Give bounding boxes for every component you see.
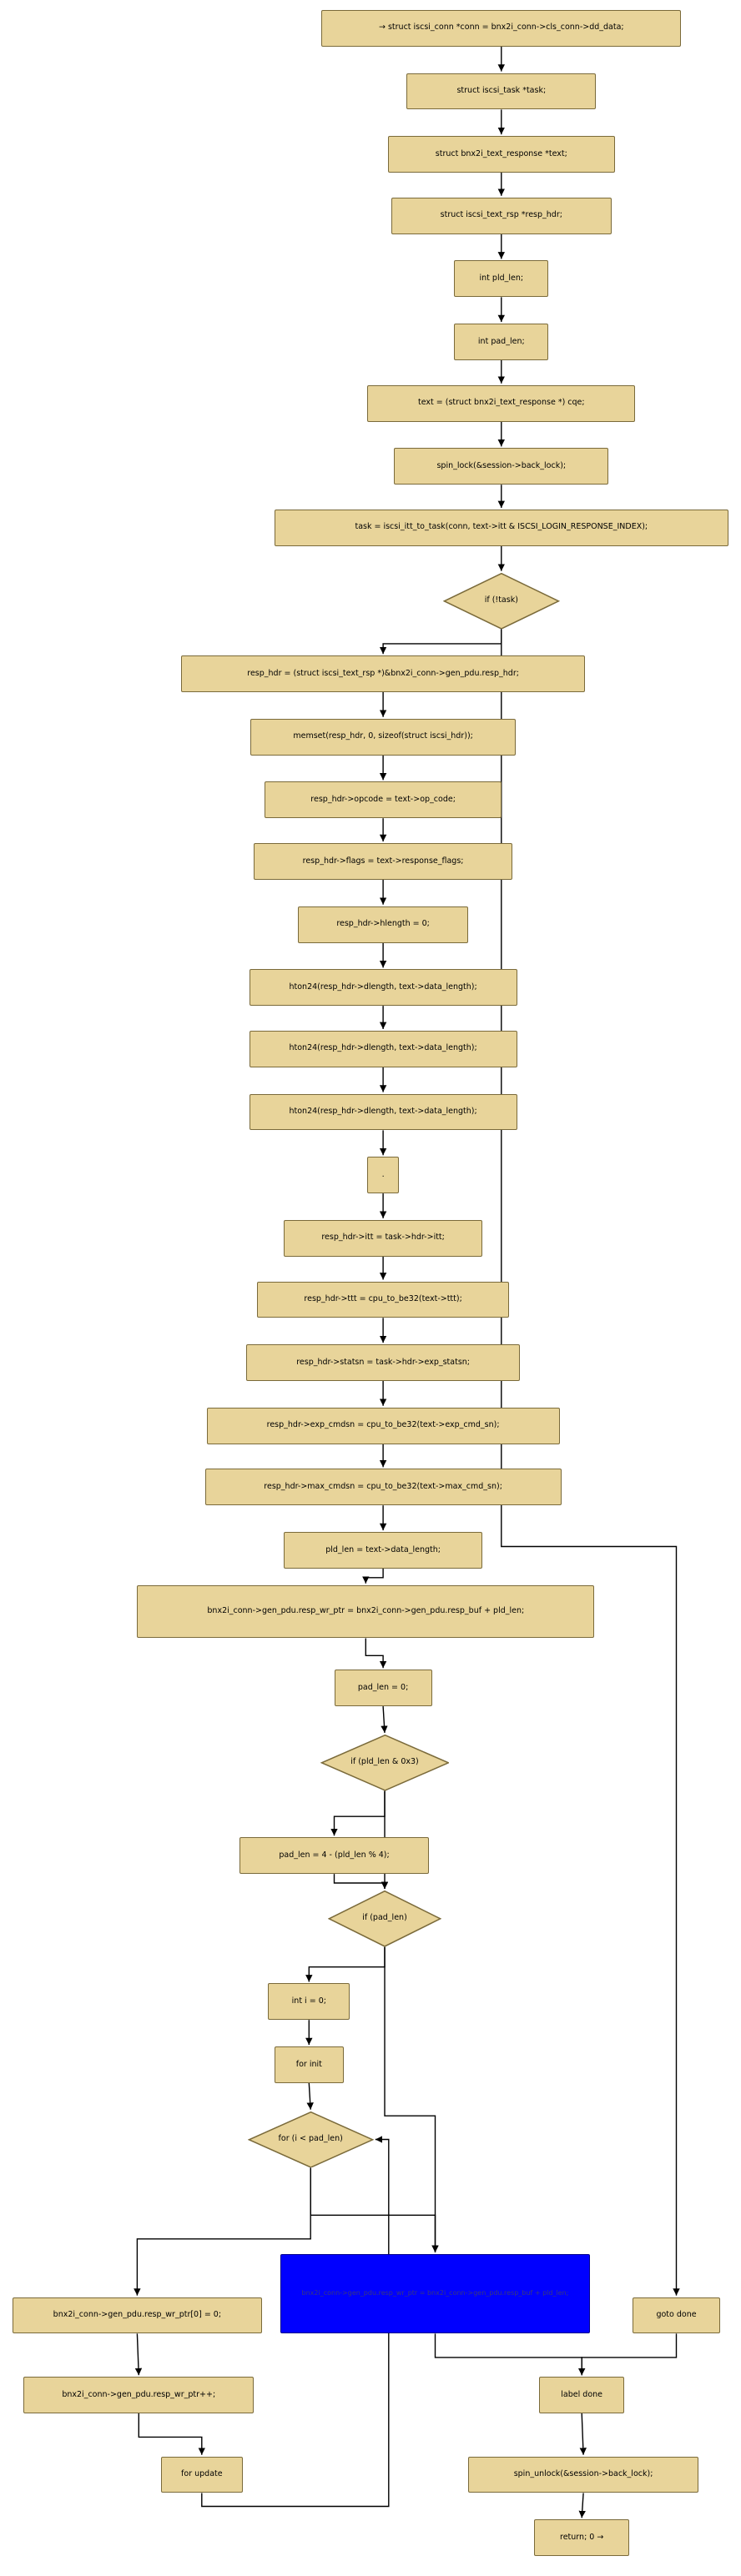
node-label: resp_hdr->hlength = 0; xyxy=(336,919,430,929)
node-label: task = iscsi_itt_to_task(conn, text->itt & ISCSI_LOGIN_RESPONSE_INDEX); xyxy=(355,522,648,532)
statement-node[interactable] xyxy=(257,1282,509,1318)
node-label: for update xyxy=(181,2469,223,2479)
node-label: int pld_len; xyxy=(479,273,524,283)
statement-node[interactable] xyxy=(394,448,608,485)
node-label: if (pad_len) xyxy=(362,1913,407,1923)
node-label: bnx2i_conn->gen_pdu.resp_wr_ptr[0] = 0; xyxy=(53,2310,222,2320)
node-label: bnx2i_conn->gen_pdu.resp_wr_ptr = bnx2i_conn->gen_pdu.resp_buf + pld_len; xyxy=(207,1606,525,1616)
statement-node[interactable] xyxy=(254,843,512,880)
node-label: if (pld_len & 0x3) xyxy=(350,1757,419,1767)
node-label: return; 0 → xyxy=(560,2532,604,2542)
statement-node[interactable] xyxy=(388,136,615,173)
statement-node[interactable] xyxy=(539,2377,624,2413)
statement-node[interactable] xyxy=(239,1837,429,1874)
node-label: hton24(resp_hdr->dlength, text->data_length); xyxy=(289,1043,477,1053)
node-label: bnx2i_conn->gen_pdu.resp_wr_ptr = bnx2i_conn->gen_pdu.resp_buf + pld_len; xyxy=(301,2289,569,2297)
statement-node[interactable] xyxy=(250,719,515,756)
node-label: int pad_len; xyxy=(477,336,525,346)
statement-node[interactable] xyxy=(23,2377,254,2413)
node-label: goto done xyxy=(656,2310,697,2320)
statement-node[interactable] xyxy=(534,2519,628,2556)
node-label: pad_len = 0; xyxy=(357,1682,409,1692)
node-label: struct iscsi_text_rsp *resp_hdr; xyxy=(440,210,562,220)
statement-node[interactable] xyxy=(181,655,585,692)
node-label: int i = 0; xyxy=(291,1996,326,2006)
statement-node[interactable] xyxy=(335,1670,432,1706)
highlighted-node[interactable] xyxy=(280,2254,589,2334)
statement-node[interactable] xyxy=(406,73,596,110)
node-label: spin_lock(&session->back_lock); xyxy=(436,460,567,470)
node-label: resp_hdr->itt = task->hdr->itt; xyxy=(321,1233,445,1243)
node-label: pld_len = text->data_length; xyxy=(325,1544,441,1554)
statement-node[interactable] xyxy=(454,260,548,297)
statement-node[interactable] xyxy=(207,1408,560,1444)
statement-node[interactable] xyxy=(633,2297,721,2334)
node-label: resp_hdr->flags = text->response_flags; xyxy=(302,856,464,866)
decision-node[interactable] xyxy=(328,1891,441,1947)
statement-node[interactable] xyxy=(367,385,635,422)
decision-node[interactable] xyxy=(320,1735,450,1791)
node-label: resp_hdr->ttt = cpu_to_be32(text->ttt); xyxy=(304,1293,462,1303)
node-label: text = (struct bnx2i_text_response *) cqe; xyxy=(418,398,585,408)
statement-node[interactable] xyxy=(284,1220,482,1257)
statement-node[interactable] xyxy=(137,1585,594,1639)
decision-node[interactable] xyxy=(248,2112,374,2168)
node-label: pad_len = 4 - (pld_len % 4); xyxy=(279,1850,390,1860)
statement-node[interactable] xyxy=(367,1157,399,1193)
statement-node[interactable] xyxy=(468,2457,698,2493)
node-label: struct bnx2i_text_response *text; xyxy=(435,148,567,158)
node-label: . xyxy=(381,1169,385,1179)
node-label: hton24(resp_hdr->dlength, text->data_length); xyxy=(289,1107,477,1117)
statement-node[interactable] xyxy=(275,510,728,546)
statement-node[interactable] xyxy=(205,1469,562,1505)
statement-node[interactable] xyxy=(13,2297,262,2334)
statement-node[interactable] xyxy=(298,906,468,943)
node-label: if (!task) xyxy=(484,595,518,605)
node-label: hton24(resp_hdr->dlength, text->data_length); xyxy=(289,982,477,992)
node-label: resp_hdr->exp_cmdsn = cpu_to_be32(text->exp_cmd_sn); xyxy=(266,1420,500,1430)
statement-node[interactable] xyxy=(391,198,612,234)
node-label: bnx2i_conn->gen_pdu.resp_wr_ptr++; xyxy=(62,2389,216,2399)
node-label: resp_hdr = (struct iscsi_text_rsp *)&bnx2i_conn->gen_pdu.resp_hdr; xyxy=(247,668,519,678)
statement-node[interactable] xyxy=(284,1532,482,1569)
statement-node[interactable] xyxy=(275,2046,344,2083)
statement-node[interactable] xyxy=(250,969,517,1006)
node-label: resp_hdr->opcode = text->op_code; xyxy=(310,794,456,804)
statement-node[interactable] xyxy=(246,1344,521,1381)
node-label: → struct iscsi_conn *conn = bnx2i_conn->cls_conn->dd_data; xyxy=(378,23,624,33)
node-label: spin_unlock(&session->back_lock); xyxy=(513,2469,653,2479)
node-label: label done xyxy=(561,2389,603,2399)
decision-node[interactable] xyxy=(443,573,560,630)
statement-node[interactable] xyxy=(250,1094,517,1131)
node-label: resp_hdr->max_cmdsn = cpu_to_be32(text->max_cmd_sn); xyxy=(264,1481,502,1491)
node-label: memset(resp_hdr, 0, sizeof(struct iscsi_hdr)); xyxy=(293,731,473,741)
statement-node[interactable] xyxy=(321,10,681,47)
statement-node[interactable] xyxy=(454,324,548,360)
statement-node[interactable] xyxy=(265,781,501,818)
node-label: for (i < pad_len) xyxy=(278,2134,343,2144)
node-label: struct iscsi_task *task; xyxy=(456,85,547,95)
node-label: resp_hdr->statsn = task->hdr->exp_statsn; xyxy=(296,1357,470,1367)
statement-node[interactable] xyxy=(161,2457,243,2493)
statement-node[interactable] xyxy=(268,1983,350,2020)
statement-node[interactable] xyxy=(250,1031,517,1067)
node-label: for init xyxy=(295,2059,322,2069)
